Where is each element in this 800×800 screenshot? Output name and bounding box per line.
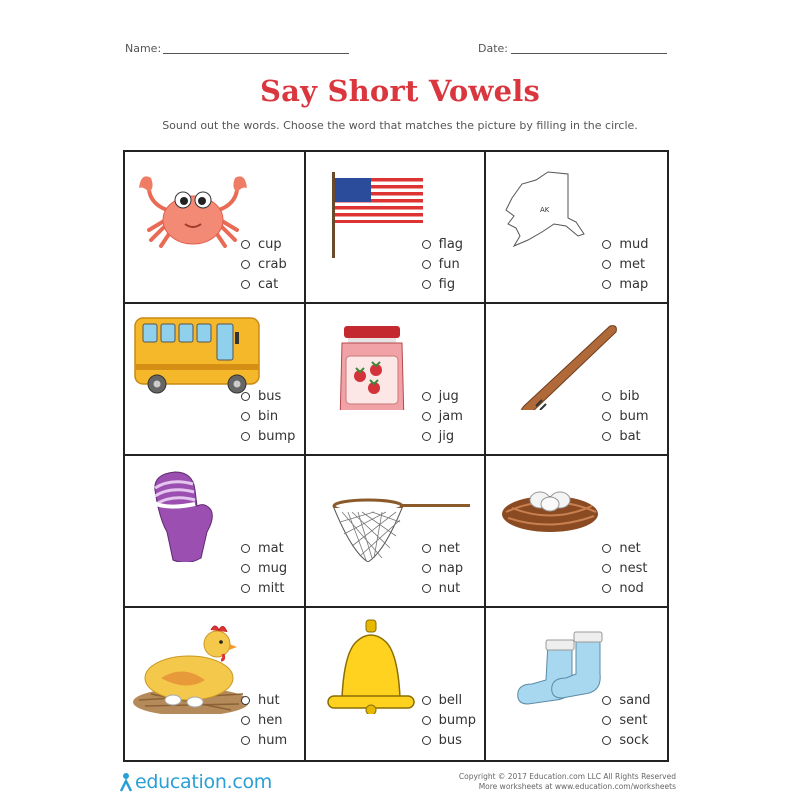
exercise-cell-bus: [125, 304, 306, 456]
answer-option[interactable]: [241, 558, 287, 578]
education-logo: [117, 770, 272, 794]
exercise-cell-bat: [486, 304, 667, 456]
option-word: bat: [619, 428, 641, 444]
answer-options: [602, 690, 650, 750]
answer-option[interactable]: [422, 426, 463, 446]
answer-option[interactable]: [602, 558, 647, 578]
option-word: net: [438, 540, 460, 556]
answer-option[interactable]: [422, 538, 463, 558]
option-word: sent: [619, 712, 648, 728]
option-word: jig: [438, 428, 455, 444]
answer-circle[interactable]: [422, 260, 431, 269]
answer-circle[interactable]: [602, 240, 611, 249]
answer-options: [241, 538, 287, 598]
exercise-cell-hen: [125, 608, 306, 760]
answer-option[interactable]: [241, 386, 295, 406]
answer-circle[interactable]: [422, 564, 431, 573]
exercise-cell-jam: [306, 304, 487, 456]
option-word: mug: [258, 560, 288, 576]
answer-circle[interactable]: [602, 544, 611, 553]
answer-circle[interactable]: [602, 260, 611, 269]
answer-circle[interactable]: [422, 696, 431, 705]
kids-logo-icon: [117, 771, 135, 793]
option-word: sand: [619, 692, 651, 708]
exercise-cell-crab: [125, 152, 306, 304]
answer-circle[interactable]: [422, 280, 431, 289]
answer-options: [422, 538, 463, 598]
option-word: map: [619, 276, 649, 292]
answer-options: [422, 386, 463, 446]
answer-option[interactable]: [241, 426, 295, 446]
answer-circle[interactable]: [422, 716, 431, 725]
answer-option[interactable]: [241, 710, 287, 730]
answer-circle[interactable]: [602, 716, 611, 725]
answer-circle[interactable]: [602, 412, 611, 421]
name-field-line[interactable]: [163, 53, 349, 54]
option-word: bin: [258, 408, 279, 424]
answer-circle[interactable]: [602, 432, 611, 441]
option-word: cup: [258, 236, 282, 252]
option-word: fig: [438, 276, 456, 292]
answer-option[interactable]: [241, 578, 287, 598]
answer-option[interactable]: [422, 386, 463, 406]
option-word: met: [619, 256, 646, 272]
exercise-cell-flag: [306, 152, 487, 304]
answer-circle[interactable]: [602, 696, 611, 705]
exercise-cell-bell: [306, 608, 487, 760]
answer-options: [422, 234, 463, 294]
answer-options: [602, 538, 647, 598]
answer-option[interactable]: [602, 710, 650, 730]
answer-option[interactable]: [241, 406, 295, 426]
option-word: cat: [258, 276, 279, 292]
option-word: nest: [619, 560, 648, 576]
answer-option[interactable]: [602, 578, 647, 598]
answer-circle[interactable]: [241, 280, 250, 289]
answer-option[interactable]: [602, 690, 650, 710]
option-word: nod: [619, 580, 644, 596]
option-word: hut: [258, 692, 280, 708]
exercise-cell-socks: [486, 608, 667, 760]
exercise-cell-mitt: [125, 456, 306, 608]
answer-circle[interactable]: [602, 584, 611, 593]
option-word: bum: [619, 408, 649, 424]
answer-circle[interactable]: [241, 432, 250, 441]
exercise-cell-map: [486, 152, 667, 304]
answer-circle[interactable]: [422, 392, 431, 401]
answer-circle[interactable]: [241, 564, 250, 573]
answer-option[interactable]: [241, 730, 287, 750]
answer-option[interactable]: [602, 406, 648, 426]
option-word: nut: [438, 580, 461, 596]
option-word: bib: [619, 388, 640, 404]
worksheets-link-text: More worksheets at www.education.com/worksheets: [478, 782, 676, 791]
option-word: bump: [258, 428, 296, 444]
answer-option[interactable]: [422, 578, 463, 598]
option-word: net: [619, 540, 641, 556]
answer-option[interactable]: [422, 558, 463, 578]
answer-options: [241, 690, 287, 750]
answer-circle[interactable]: [422, 240, 431, 249]
answer-circle[interactable]: [241, 392, 250, 401]
option-word: nap: [438, 560, 464, 576]
answer-option[interactable]: [602, 274, 648, 294]
answer-option[interactable]: [602, 426, 648, 446]
answer-options: [602, 386, 648, 446]
answer-circle[interactable]: [241, 544, 250, 553]
option-word: bus: [258, 388, 282, 404]
map-state-label: AK: [540, 206, 550, 214]
worksheet-title: Say Short Vowels: [260, 74, 540, 108]
answer-circle[interactable]: [422, 584, 431, 593]
answer-circle[interactable]: [602, 280, 611, 289]
answer-circle[interactable]: [241, 260, 250, 269]
answer-option[interactable]: [422, 274, 463, 294]
option-word: mud: [619, 236, 649, 252]
answer-option[interactable]: [422, 710, 476, 730]
exercise-grid: [123, 150, 669, 762]
option-word: flag: [438, 236, 464, 252]
answer-option[interactable]: [241, 274, 287, 294]
date-label: Date:: [478, 42, 508, 55]
answer-option[interactable]: [422, 730, 476, 750]
answer-circle[interactable]: [241, 696, 250, 705]
copyright-line: Copyright © 2017 Education.com LLC All Rights Reserved: [458, 772, 676, 781]
option-word: bus: [438, 732, 462, 748]
answer-option[interactable]: [422, 406, 463, 426]
answer-options: [422, 690, 476, 750]
name-label: Name:: [125, 42, 162, 55]
answer-circle[interactable]: [422, 544, 431, 553]
answer-option[interactable]: [422, 690, 476, 710]
answer-circle[interactable]: [241, 412, 250, 421]
answer-option[interactable]: [241, 538, 287, 558]
instructions: Sound out the words. Choose the word that matches the picture by filling in the circle.: [162, 119, 638, 132]
logo-text: education.com: [135, 771, 272, 793]
option-word: hum: [258, 732, 288, 748]
option-word: jam: [438, 408, 463, 424]
option-word: hen: [258, 712, 283, 728]
option-word: mat: [258, 540, 284, 556]
option-word: crab: [258, 256, 287, 272]
answer-option[interactable]: [602, 386, 648, 406]
answer-option[interactable]: [602, 234, 648, 254]
copyright-notice: [459, 772, 676, 792]
answer-option[interactable]: [602, 730, 650, 750]
answer-circle[interactable]: [422, 736, 431, 745]
exercise-cell-net: [306, 456, 487, 608]
answer-option[interactable]: [602, 538, 647, 558]
answer-option[interactable]: [241, 254, 287, 274]
answer-options: [241, 234, 287, 294]
answer-option[interactable]: [602, 254, 648, 274]
answer-circle[interactable]: [422, 412, 431, 421]
answer-options: [602, 234, 648, 294]
option-word: jug: [438, 388, 459, 404]
answer-option[interactable]: [241, 690, 287, 710]
option-word: bell: [438, 692, 463, 708]
exercise-cell-nest: [486, 456, 667, 608]
answer-option[interactable]: [241, 234, 287, 254]
answer-circle[interactable]: [241, 716, 250, 725]
option-word: sock: [619, 732, 649, 748]
answer-circle[interactable]: [602, 736, 611, 745]
answer-option[interactable]: [422, 234, 463, 254]
answer-options: [241, 386, 295, 446]
option-word: bump: [438, 712, 477, 728]
answer-circle[interactable]: [241, 736, 250, 745]
answer-circle[interactable]: [241, 584, 250, 593]
answer-circle[interactable]: [602, 392, 611, 401]
answer-circle[interactable]: [602, 564, 611, 573]
option-word: mitt: [258, 580, 285, 596]
answer-circle[interactable]: [422, 432, 431, 441]
option-word: fun: [438, 256, 460, 272]
answer-circle[interactable]: [241, 240, 250, 249]
date-field-line[interactable]: [511, 53, 667, 54]
answer-option[interactable]: [422, 254, 463, 274]
